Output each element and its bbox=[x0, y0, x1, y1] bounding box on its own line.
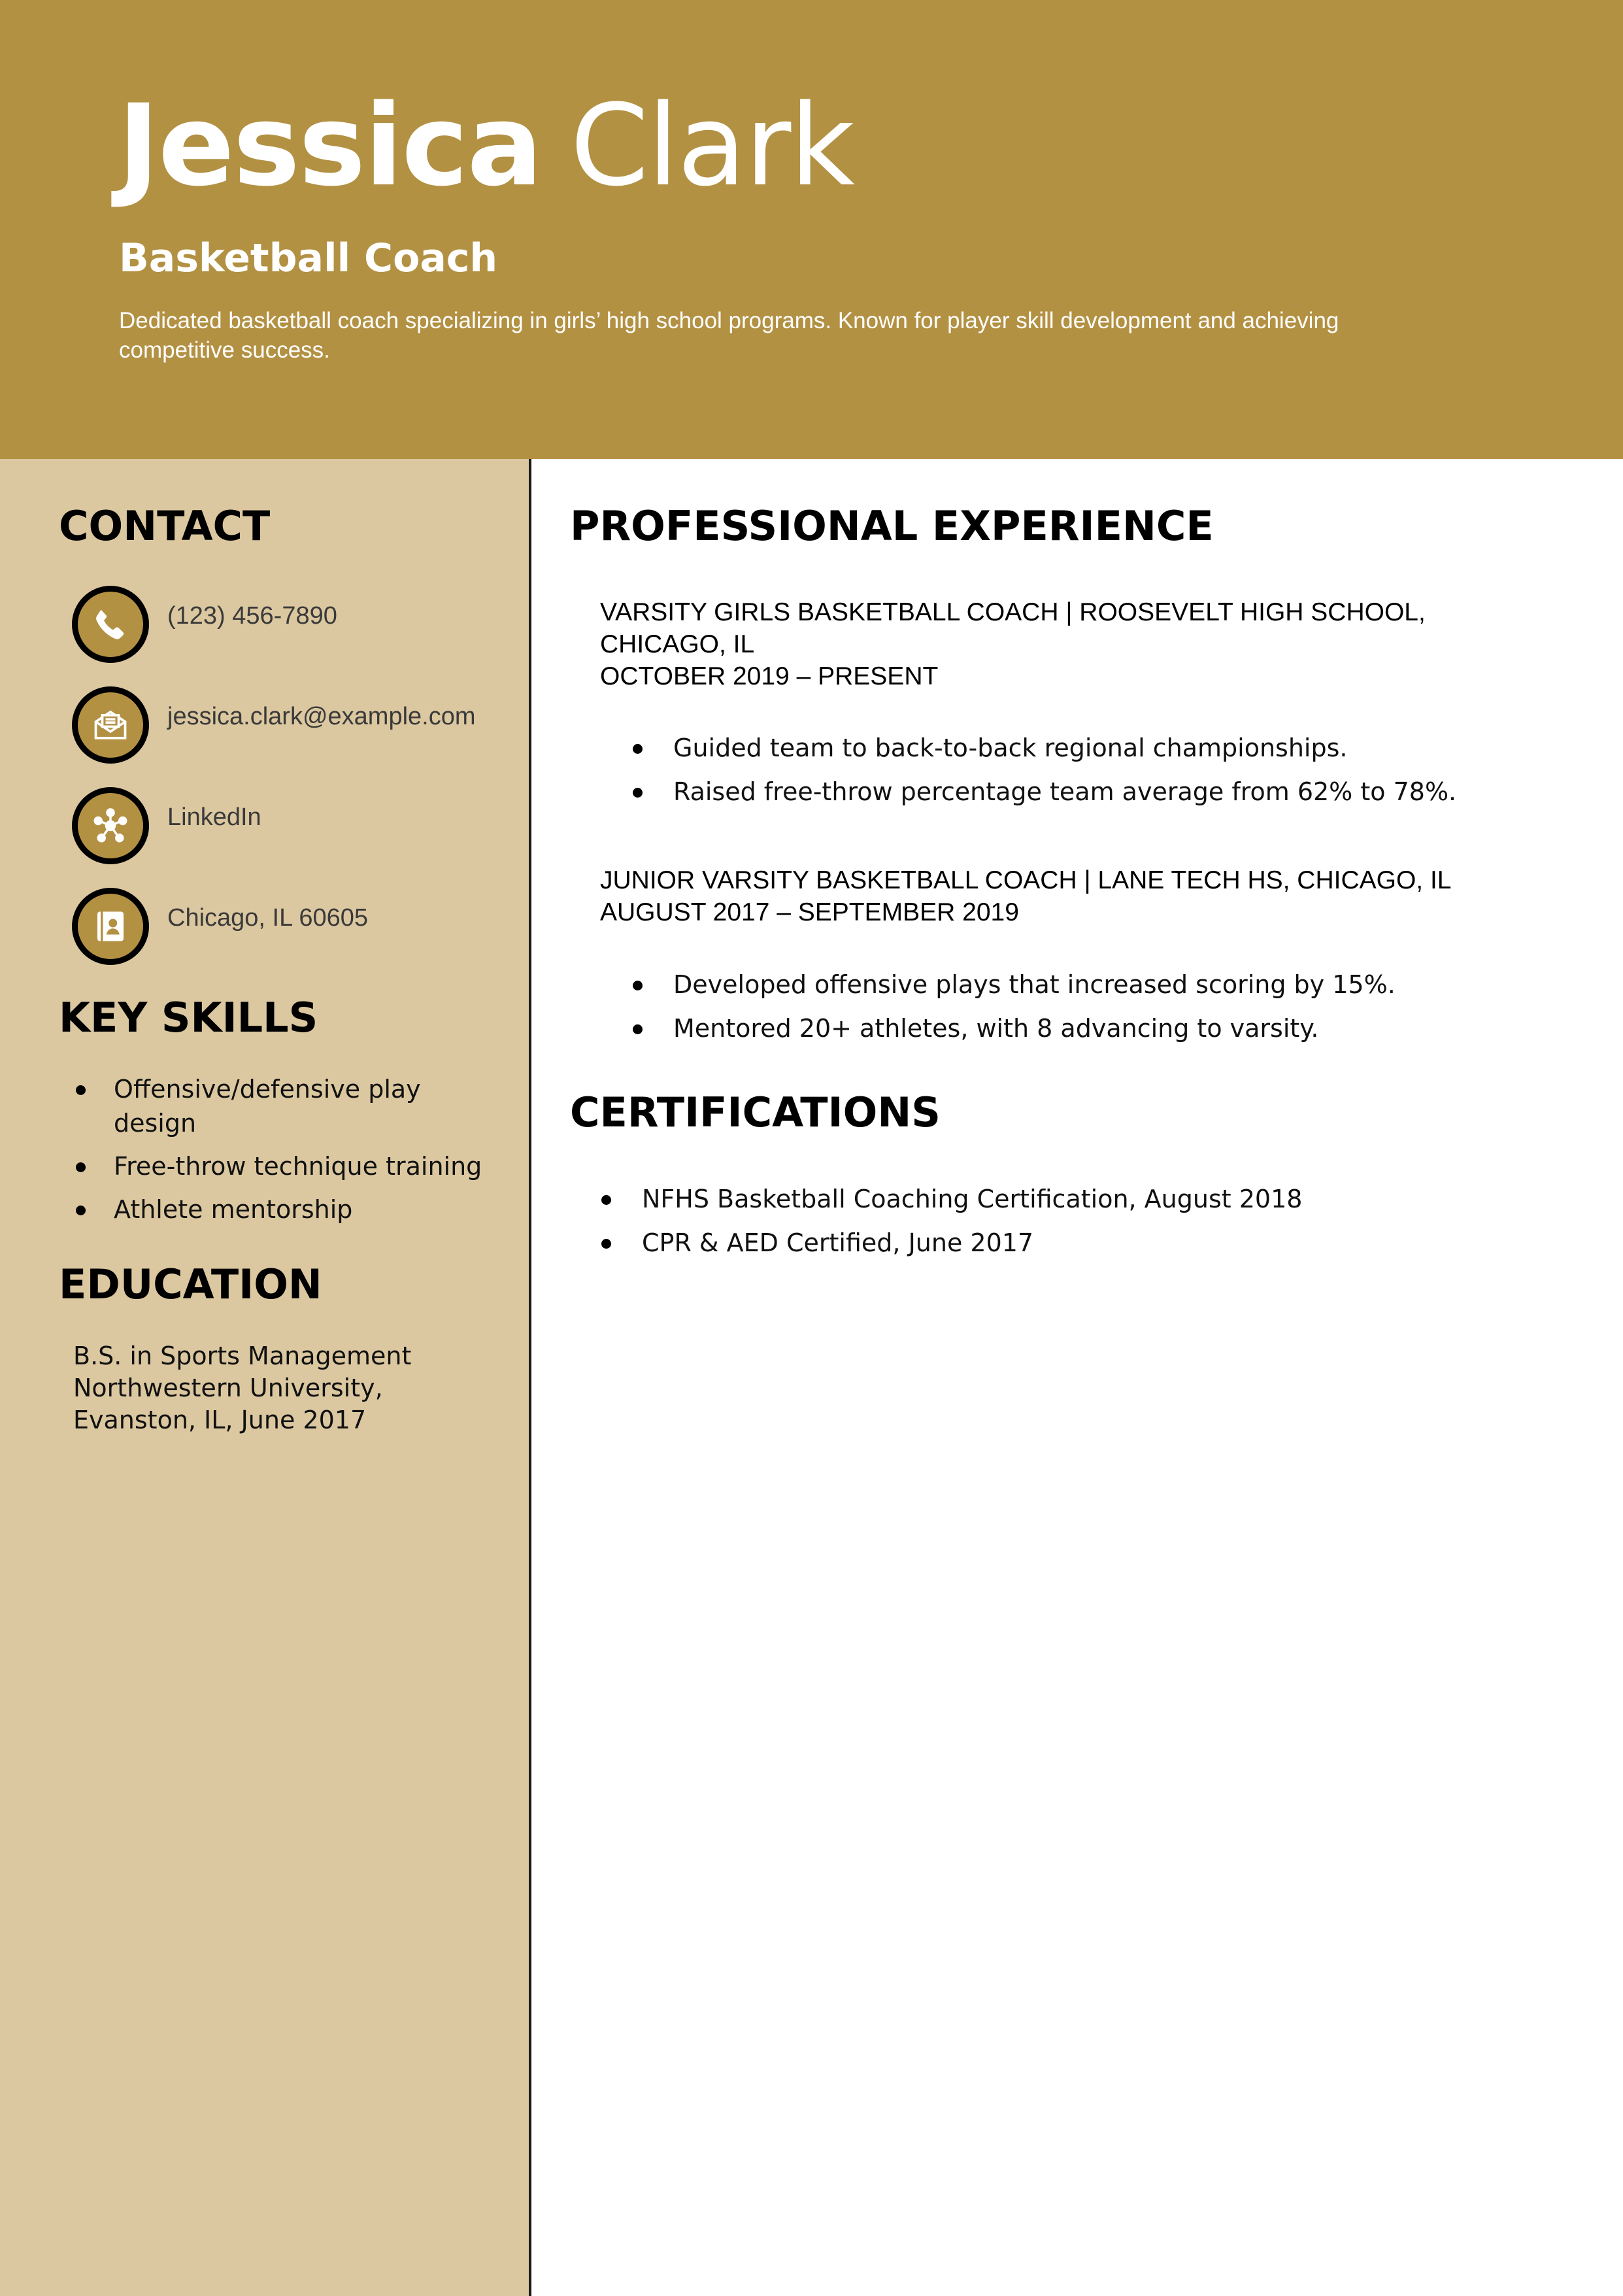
envelope-icon bbox=[72, 686, 149, 764]
list-item: NFHS Basketball Coaching Certification, August 2018 bbox=[601, 1182, 1302, 1216]
header-banner bbox=[0, 0, 1623, 459]
job-title-line: JUNIOR VARSITY BASKETBALL COACH | LANE TECH HS, CHICAGO, IL bbox=[600, 866, 1452, 894]
experience-heading: PROFESSIONAL EXPERIENCE bbox=[570, 502, 1214, 550]
school: Northwestern University, bbox=[73, 1374, 383, 1402]
job-bullets bbox=[633, 968, 1396, 1055]
phone-icon bbox=[72, 586, 149, 663]
linkedin-link[interactable]: LinkedIn bbox=[167, 803, 261, 831]
contact-email bbox=[72, 686, 516, 764]
first-name: Jessica bbox=[118, 80, 542, 211]
job-title-line: VARSITY GIRLS BASKETBALL COACH | ROOSEVELT HIGH SCHOOL, CHICAGO, IL bbox=[600, 598, 1426, 658]
list-item: Offensive/defensive play design bbox=[76, 1072, 494, 1140]
job-entry bbox=[600, 596, 1528, 692]
summary: Dedicated basketball coach specializing in girls’ high school programs. Known for player skill development and achieving competitive success. bbox=[119, 308, 1339, 363]
certifications-heading: CERTIFICATIONS bbox=[570, 1089, 941, 1136]
contact-location bbox=[72, 888, 516, 965]
school-location-date: Evanston, IL, June 2017 bbox=[73, 1406, 367, 1434]
list-item: Raised free-throw percentage team average from 62% to 78%. bbox=[633, 775, 1456, 809]
job-dates: AUGUST 2017 – SEPTEMBER 2019 bbox=[600, 898, 1019, 926]
degree: B.S. in Sports Management bbox=[73, 1342, 412, 1370]
education-heading: EDUCATION bbox=[59, 1260, 322, 1308]
education-entry bbox=[73, 1340, 492, 1436]
list-item: Guided team to back-to-back regional championships. bbox=[633, 731, 1456, 765]
list-item: CPR & AED Certified, June 2017 bbox=[601, 1226, 1302, 1260]
network-icon bbox=[72, 787, 149, 864]
key-skills-heading: KEY SKILLS bbox=[59, 994, 318, 1041]
list-item: Developed offensive plays that increased scoring by 15%. bbox=[633, 968, 1396, 1002]
job-title: Basketball Coach bbox=[119, 235, 498, 281]
contact-heading: CONTACT bbox=[59, 502, 271, 550]
column-divider bbox=[529, 459, 531, 2296]
contact-phone bbox=[72, 586, 516, 663]
job-dates: OCTOBER 2019 – PRESENT bbox=[600, 662, 939, 690]
phone-number[interactable]: (123) 456-7890 bbox=[167, 602, 337, 630]
email-address[interactable]: jessica.clark@example.com bbox=[167, 703, 476, 730]
job-entry bbox=[600, 864, 1528, 928]
contact-card-icon bbox=[72, 888, 149, 965]
skills-list bbox=[76, 1072, 494, 1236]
candidate-name bbox=[118, 78, 854, 213]
contact-linkedin bbox=[72, 787, 516, 864]
location: Chicago, IL 60605 bbox=[167, 904, 369, 932]
last-name: Clark bbox=[570, 80, 854, 211]
list-item: Free-throw technique training bbox=[76, 1149, 494, 1183]
job-bullets bbox=[633, 731, 1456, 819]
list-item: Mentored 20+ athletes, with 8 advancing to varsity. bbox=[633, 1011, 1396, 1045]
list-item: Athlete mentorship bbox=[76, 1192, 494, 1226]
certifications-list bbox=[601, 1182, 1302, 1270]
